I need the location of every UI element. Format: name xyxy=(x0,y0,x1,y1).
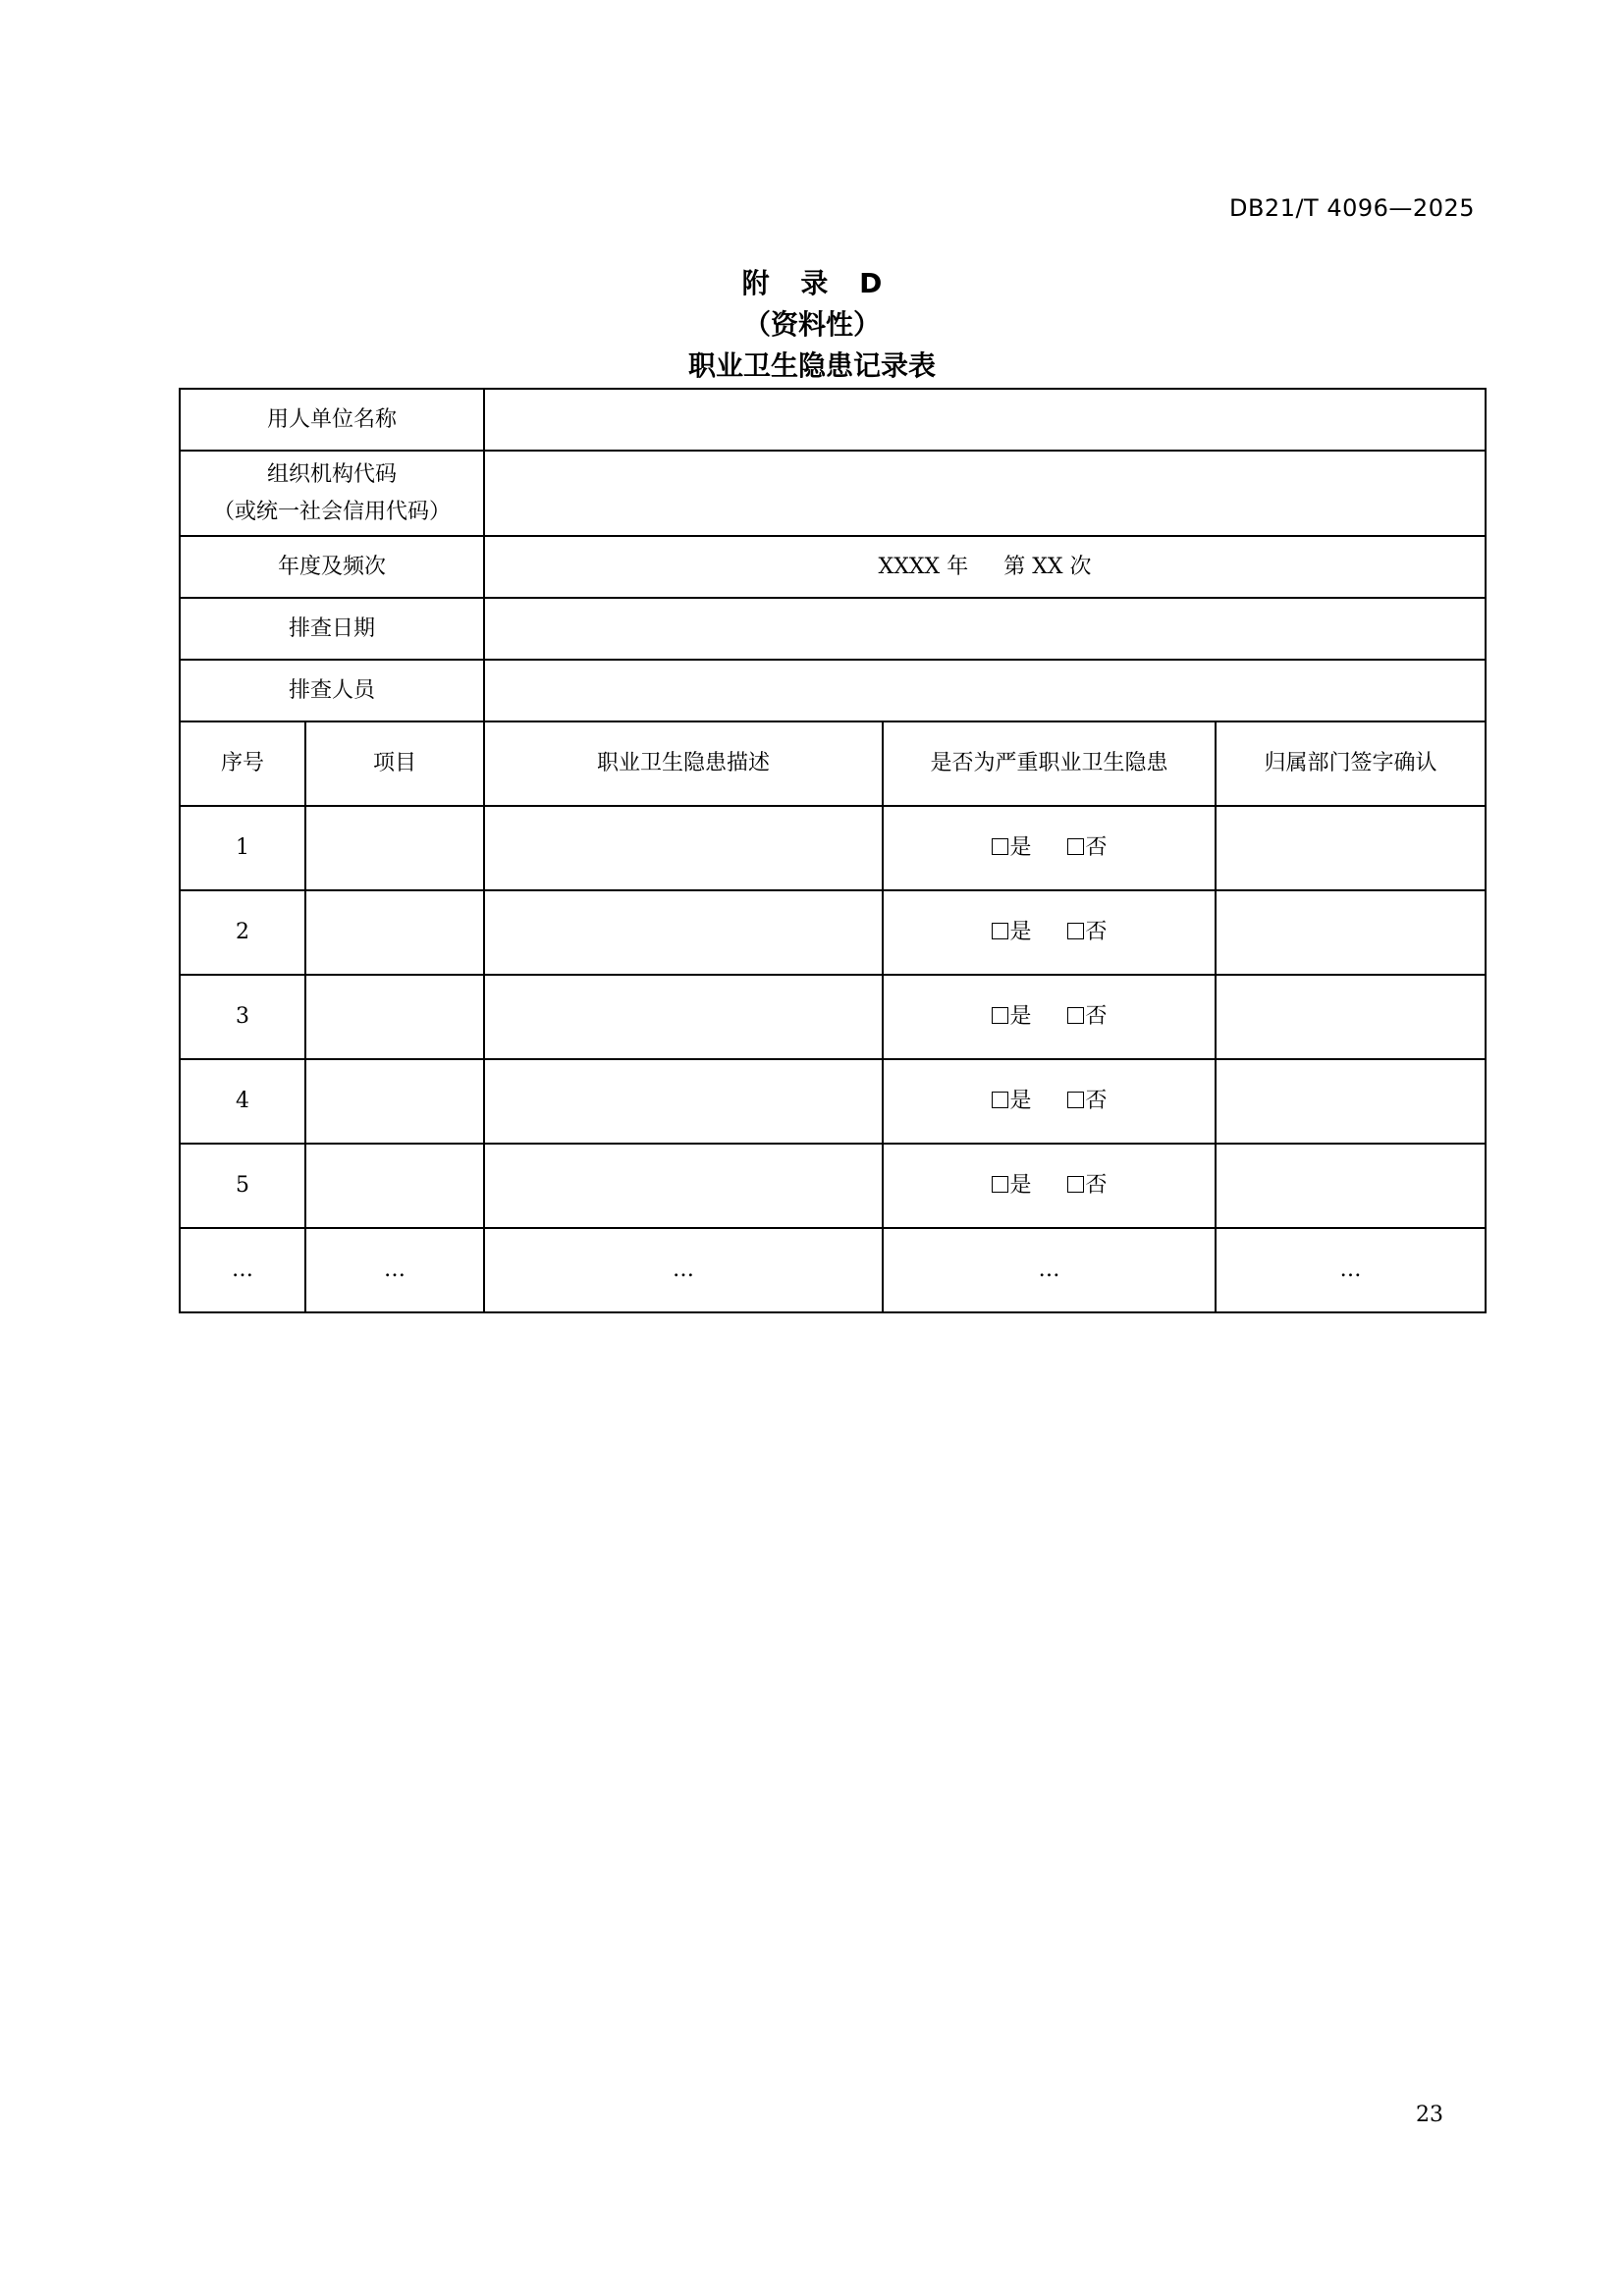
ellipsis-description: … xyxy=(484,1228,883,1312)
row-seq: 1 xyxy=(180,806,305,890)
row-item[interactable] xyxy=(305,1144,484,1228)
frequency-value: 第 XX 次 xyxy=(1003,554,1092,579)
org-code-label xyxy=(180,451,484,536)
page-number: 23 xyxy=(1416,2103,1443,2127)
no-checkbox[interactable] xyxy=(1067,1176,1084,1193)
checker-row xyxy=(180,660,1486,721)
yes-checkbox[interactable] xyxy=(992,1176,1008,1193)
column-header-description: 职业卫生隐患描述 xyxy=(484,721,883,806)
no-label: 否 xyxy=(1085,1004,1108,1029)
table-title: 职业卫生隐患记录表 xyxy=(687,349,936,382)
row-is-serious xyxy=(883,975,1216,1059)
column-header-is-serious: 是否为严重职业卫生隐患 xyxy=(883,721,1216,806)
ellipsis-is-serious: … xyxy=(883,1228,1216,1312)
heading-block xyxy=(0,263,1624,387)
no-checkbox[interactable] xyxy=(1067,923,1084,939)
no-label: 否 xyxy=(1085,835,1108,860)
column-header-row xyxy=(180,721,1486,806)
ellipsis-item: … xyxy=(305,1228,484,1312)
yes-checkbox[interactable] xyxy=(992,1007,1008,1024)
no-label: 否 xyxy=(1085,920,1108,944)
row-seq: 3 xyxy=(180,975,305,1059)
row-seq: 4 xyxy=(180,1059,305,1144)
org-code-label-line1: 组织机构代码 xyxy=(267,461,398,487)
row-description[interactable] xyxy=(484,1144,883,1228)
no-label: 否 xyxy=(1085,1173,1108,1198)
yes-label: 是 xyxy=(1009,1004,1032,1029)
row-description[interactable] xyxy=(484,1059,883,1144)
row-item[interactable] xyxy=(305,1059,484,1144)
hazard-record-table xyxy=(179,388,1487,1313)
check-date-label: 排查日期 xyxy=(180,598,484,660)
checker-label: 排查人员 xyxy=(180,660,484,721)
row-description[interactable] xyxy=(484,890,883,975)
yes-label: 是 xyxy=(1009,1089,1032,1113)
row-dept-confirm[interactable] xyxy=(1216,890,1486,975)
ellipsis-seq: … xyxy=(180,1228,305,1312)
yes-checkbox[interactable] xyxy=(992,923,1008,939)
year-frequency-value[interactable] xyxy=(484,536,1486,598)
year-value: XXXX 年 xyxy=(878,554,969,579)
row-is-serious xyxy=(883,1059,1216,1144)
row-description[interactable] xyxy=(484,806,883,890)
yes-label: 是 xyxy=(1009,1173,1032,1198)
table-row xyxy=(180,975,1486,1059)
table-row xyxy=(180,806,1486,890)
table-row xyxy=(180,1059,1486,1144)
column-header-seq: 序号 xyxy=(180,721,305,806)
table-row xyxy=(180,890,1486,975)
check-date-row xyxy=(180,598,1486,660)
year-frequency-row xyxy=(180,536,1486,598)
no-checkbox[interactable] xyxy=(1067,1007,1084,1024)
standard-code: DB21/T 4096—2025 xyxy=(1228,194,1475,222)
row-description[interactable] xyxy=(484,975,883,1059)
employer-name-value[interactable] xyxy=(484,389,1486,451)
no-checkbox[interactable] xyxy=(1067,838,1084,855)
row-seq: 2 xyxy=(180,890,305,975)
employer-name-row xyxy=(180,389,1486,451)
yes-label: 是 xyxy=(1009,920,1032,944)
ellipsis-dept-confirm: … xyxy=(1216,1228,1486,1312)
employer-name-label: 用人单位名称 xyxy=(180,389,484,451)
org-code-label-line2: （或统一社会信用代码） xyxy=(213,499,452,524)
row-seq: 5 xyxy=(180,1144,305,1228)
row-item[interactable] xyxy=(305,890,484,975)
column-header-item: 项目 xyxy=(305,721,484,806)
table-row xyxy=(180,1144,1486,1228)
row-item[interactable] xyxy=(305,806,484,890)
yes-checkbox[interactable] xyxy=(992,838,1008,855)
appendix-title: 附 录 D xyxy=(741,267,883,299)
row-dept-confirm[interactable] xyxy=(1216,975,1486,1059)
column-header-dept-confirm: 归属部门签字确认 xyxy=(1216,721,1486,806)
org-code-value[interactable] xyxy=(484,451,1486,536)
row-dept-confirm[interactable] xyxy=(1216,1144,1486,1228)
yes-checkbox[interactable] xyxy=(992,1092,1008,1108)
year-frequency-label: 年度及频次 xyxy=(180,536,484,598)
row-is-serious xyxy=(883,1144,1216,1228)
no-checkbox[interactable] xyxy=(1067,1092,1084,1108)
appendix-nature: （资料性） xyxy=(742,308,881,341)
yes-label: 是 xyxy=(1009,835,1032,860)
checker-value[interactable] xyxy=(484,660,1486,721)
row-dept-confirm[interactable] xyxy=(1216,806,1486,890)
row-item[interactable] xyxy=(305,975,484,1059)
row-is-serious xyxy=(883,890,1216,975)
check-date-value[interactable] xyxy=(484,598,1486,660)
ellipsis-row xyxy=(180,1228,1486,1312)
row-is-serious xyxy=(883,806,1216,890)
row-dept-confirm[interactable] xyxy=(1216,1059,1486,1144)
no-label: 否 xyxy=(1085,1089,1108,1113)
org-code-row xyxy=(180,451,1486,536)
